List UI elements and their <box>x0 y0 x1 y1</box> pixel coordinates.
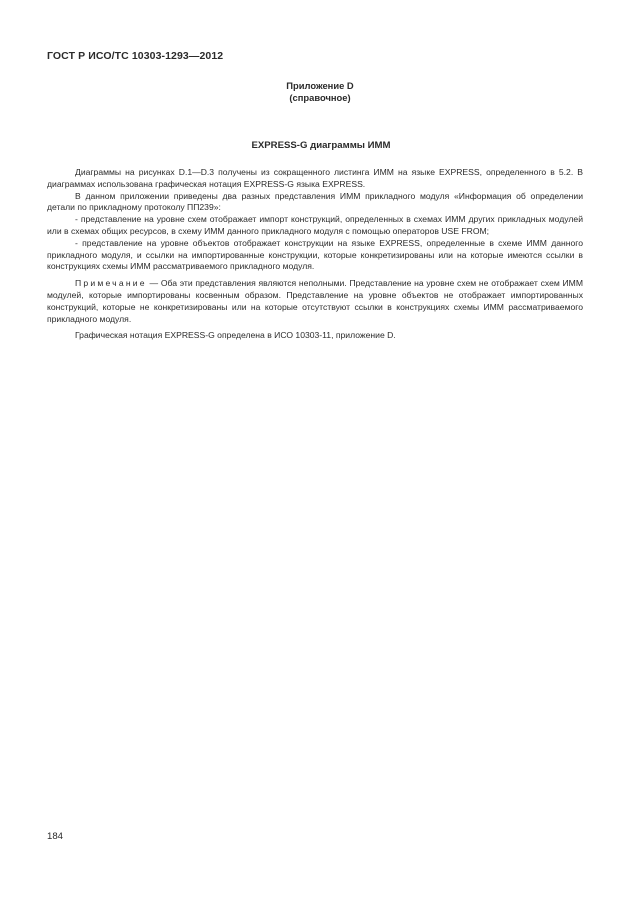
page-number: 184 <box>47 831 64 842</box>
note-text: — Оба эти представления являются неполными. Представление на уровне схем не отображает схем ИММ модулей, которые импортированы косвенным образом. Представление на уровне объектов не отображает импортированных конструкций, которые не конкретизированы или на которые отсутствуют ссылки в конструкциях схемы ИММ рассматриваемого прикладного модуля. <box>47 278 583 324</box>
standard-header: ГОСТ Р ИСО/ТС 10303-1293—2012 <box>47 50 224 62</box>
paragraph-4: - представление на уровне объектов отображает конструкции на языке EXPRESS, определенные в схеме ИММ данного прикладного модуля, и ссылки на импортированные конструкции, которые конкретизированы или на которые имеются ссылки в конструкциях схемы ИММ рассматриваемого прикладного модуля. <box>47 237 583 272</box>
note-paragraph <box>47 278 583 325</box>
appendix-subtitle: (справочное) <box>289 92 351 103</box>
appendix-title: Приложение D <box>286 80 354 91</box>
body-text <box>47 167 583 342</box>
appendix-heading <box>0 80 630 104</box>
paragraph-5: Графическая нотация EXPRESS-G определена в ИСО 10303-11, приложение D. <box>75 330 396 341</box>
note-label: Примечание <box>75 278 147 289</box>
section-title: EXPRESS-G диаграммы ИММ <box>251 140 391 151</box>
paragraph-1: Диаграммы на рисунках D.1—D.3 получены из сокращенного листинга ИММ на языке EXPRESS, определенного в 5.2. В диаграммах использована графическая нотация EXPRESS-G языка EXPRESS. <box>47 167 583 189</box>
paragraph-2: В данном приложении приведены два разных представления ИММ прикладного модуля «Информация об определении детали по прикладному протоколу ПП239»: <box>47 190 583 213</box>
paragraph-3: - представление на уровне схем отображает импорт конструкций, определенных в схемах ИММ других прикладных модулей или в схемах общих ресурсов, в схему ИММ данного прикладного модуля с помощью операторов USE FROM; <box>47 214 583 236</box>
